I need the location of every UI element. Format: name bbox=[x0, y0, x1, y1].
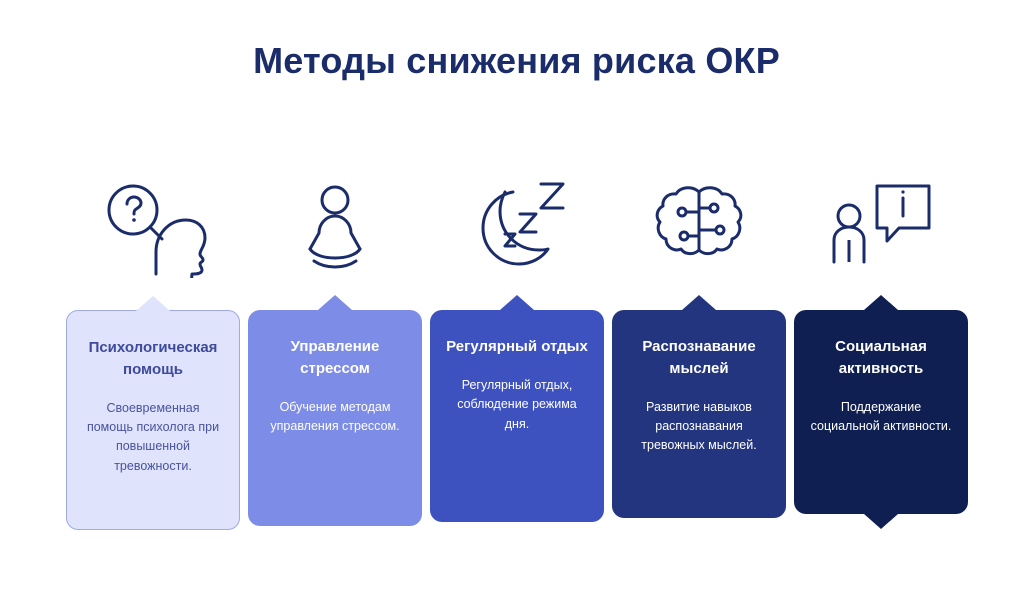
cards-row bbox=[62, 168, 972, 530]
card-pointer bbox=[136, 296, 170, 311]
card-column-2 bbox=[244, 168, 426, 530]
card-title: Психологическая помощь bbox=[88, 339, 218, 378]
moon-sleep-icon bbox=[457, 168, 577, 288]
card-pointer bbox=[682, 295, 716, 310]
page-title: Методы снижения риска ОКР bbox=[253, 40, 780, 81]
card-5 bbox=[794, 310, 968, 514]
card-text: Развитие навыков распознавания тревожных мыслей. bbox=[641, 399, 757, 453]
card-column-4 bbox=[608, 168, 790, 530]
card-text: Регулярный отдых, соблюдение режима дня. bbox=[457, 377, 577, 431]
card-4 bbox=[612, 310, 786, 518]
card-pointer bbox=[500, 295, 534, 310]
meditation-person-icon bbox=[280, 168, 390, 288]
card-pointer-bottom bbox=[864, 514, 898, 529]
card-title: Регулярный отдых bbox=[446, 338, 588, 355]
card-1 bbox=[66, 310, 240, 530]
card-title: Социальная активность bbox=[835, 338, 927, 377]
card-title: Управление стрессом bbox=[290, 338, 380, 377]
card-text: Поддержание социальной активности. bbox=[810, 399, 952, 433]
card-title: Распознавание мыслей bbox=[642, 338, 756, 377]
card-text: Своевременная помощь психолога при повышенной тревожности. bbox=[86, 400, 220, 473]
card-column-1 bbox=[62, 168, 244, 530]
head-question-icon bbox=[98, 168, 208, 288]
card-2 bbox=[248, 310, 422, 526]
card-column-3 bbox=[426, 168, 608, 530]
brain-network-icon bbox=[644, 168, 754, 288]
card-pointer bbox=[864, 295, 898, 310]
card-pointer bbox=[318, 295, 352, 310]
card-column-5 bbox=[790, 168, 972, 530]
person-speech-bubble-icon bbox=[821, 168, 941, 288]
card-text: Обучение методам управления стрессом. bbox=[270, 399, 400, 433]
card-3 bbox=[430, 310, 604, 522]
